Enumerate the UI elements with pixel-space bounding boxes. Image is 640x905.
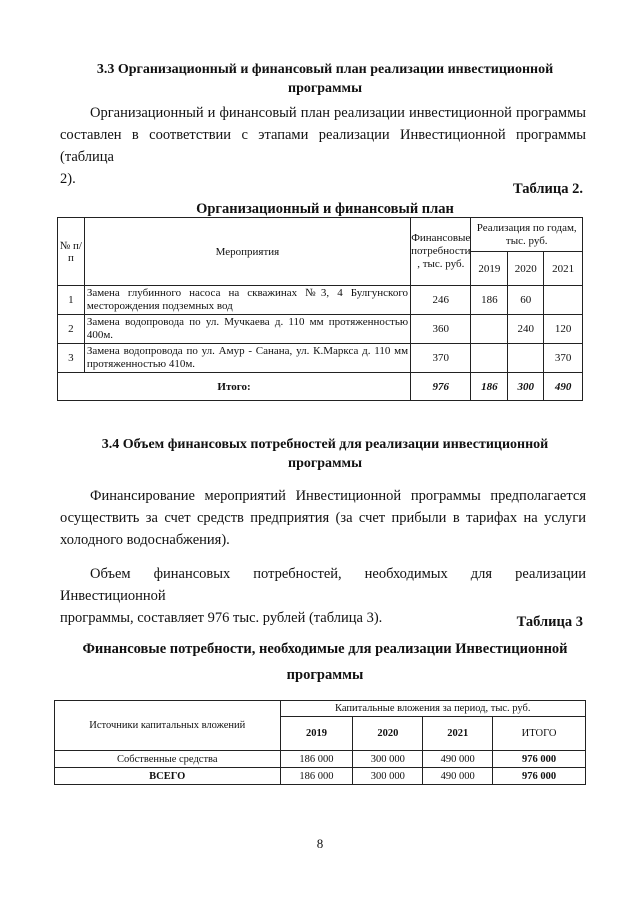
table2-cell-2019 <box>471 315 508 344</box>
table2-caption: Организационный и финансовый план <box>196 201 454 217</box>
table2-cell-2020: 60 <box>508 286 544 315</box>
section-3-4-heading-line1: 3.4 Объем финансовых потребностей для реализации инвестиционной <box>101 437 549 452</box>
table3-cell-2021: 490 000 <box>423 751 493 768</box>
table3-cell-2021: 490 000 <box>423 768 493 785</box>
table2-cell-activity: Замена глубинного насоса на скважинах №3, 4 Булгунского месторождения подземных вод <box>84 286 410 315</box>
table2-header-year: 2021 <box>544 252 583 286</box>
table3-cell-source: ВСЕГО <box>55 768 281 785</box>
table3-header-year: 2021 <box>423 717 493 751</box>
section-3-3-paragraph <box>60 102 586 190</box>
paragraph-line: программы, составляет 976 тыс. рублей (таблица 3). <box>60 610 383 626</box>
paragraph-line: холодного водоснабжения). <box>60 532 230 548</box>
table2-cell-2020: 240 <box>508 315 544 344</box>
table2-cell-activity: Замена водопровода по ул. Мучкаева д. 110 мм протяженностью 400м. <box>84 315 410 344</box>
table-row <box>58 315 583 344</box>
table3-header-period: Капитальные вложения за период, тыс. руб. <box>280 701 585 717</box>
table2-total-2019: 186 <box>471 373 508 401</box>
table2-cell-needs: 360 <box>411 315 471 344</box>
table2-header-needs: Финансовые потребности , тыс. руб. <box>411 218 471 286</box>
table2-cell-activity: Замена водопровода по ул. Амур - Санана, ул. К.Маркса д. 110 мм протяженностью 410м. <box>84 344 410 373</box>
table2-total-label: Итого: <box>58 373 411 401</box>
section-3-4-paragraph-2 <box>60 563 586 629</box>
table2-cell-2021: 120 <box>544 315 583 344</box>
table3-caption-line2: программы <box>286 667 364 683</box>
table3-label: Таблица 3 <box>516 614 583 630</box>
section-3-4-paragraph-1 <box>60 485 586 551</box>
table2-header-realization: Реализация по годам, тыс. руб. <box>471 218 583 252</box>
table3 <box>54 700 586 785</box>
table3-cell-total: 976 000 <box>493 751 586 768</box>
table2-total-row <box>58 373 583 401</box>
table3-cell-2020: 300 000 <box>353 768 423 785</box>
table3-header-year: 2019 <box>280 717 353 751</box>
table2-cell-2021 <box>544 286 583 315</box>
table2-cell-num: 3 <box>58 344 85 373</box>
table2-cell-2019: 186 <box>471 286 508 315</box>
table2-cell-needs: 246 <box>411 286 471 315</box>
table2-header-num: № п/п <box>58 218 85 286</box>
table2-header-year: 2020 <box>508 252 544 286</box>
paragraph-line: составлен в соответствии с этапами реализации Инвестиционной программы (таблица <box>60 127 586 165</box>
section-3-4-heading-line2: программы <box>288 456 362 471</box>
section-3-3-heading-line2: программы <box>288 81 362 96</box>
table3-cell-2019: 186 000 <box>280 751 353 768</box>
table2-cell-num: 2 <box>58 315 85 344</box>
table2-total-2020: 300 <box>508 373 544 401</box>
table2-cell-num: 1 <box>58 286 85 315</box>
table2-label: Таблица 2. <box>512 181 583 197</box>
section-3-3-heading-line1: 3.3 Организационный и финансовый план реализации инвестиционной <box>96 62 554 77</box>
table3-cell-2020: 300 000 <box>353 751 423 768</box>
table2-cell-2019 <box>471 344 508 373</box>
section-3-4-heading <box>60 435 590 473</box>
table-row <box>55 751 586 768</box>
table2-cell-2021: 370 <box>544 344 583 373</box>
table3-cell-2019: 186 000 <box>280 768 353 785</box>
table2-header-year: 2019 <box>471 252 508 286</box>
paragraph-line: Объем финансовых потребностей, необходимых для реализации Инвестиционной <box>60 566 586 604</box>
table3-header-year: 2020 <box>353 717 423 751</box>
table2-cell-needs: 370 <box>411 344 471 373</box>
table-row <box>55 768 586 785</box>
section-3-3-heading <box>60 60 590 98</box>
table3-header-sources: Источники капитальных вложений <box>55 701 281 751</box>
table2-total-2021: 490 <box>544 373 583 401</box>
table3-caption-line1: Финансовые потребности, необходимые для реализации Инвестиционной <box>82 641 568 657</box>
table3-header-total: ИТОГО <box>493 717 586 751</box>
paragraph-line: Организационный и финансовый план реализации инвестиционной программы <box>90 105 586 121</box>
table2-cell-2020 <box>508 344 544 373</box>
table2 <box>57 217 583 401</box>
table-row <box>58 286 583 315</box>
paragraph-line: осуществить за счет средств предприятия (за счет прибыли в тарифах на услуги <box>60 510 586 526</box>
page-number: 8 <box>316 836 324 851</box>
table2-header-activity: Мероприятия <box>84 218 410 286</box>
paragraph-line: Финансирование мероприятий Инвестиционной программы предполагается <box>90 488 586 504</box>
table3-cell-total: 976 000 <box>493 768 586 785</box>
table3-cell-source: Собственные средства <box>55 751 281 768</box>
table-row <box>58 344 583 373</box>
paragraph-line: 2). <box>60 171 76 187</box>
table2-total-needs: 976 <box>411 373 471 401</box>
